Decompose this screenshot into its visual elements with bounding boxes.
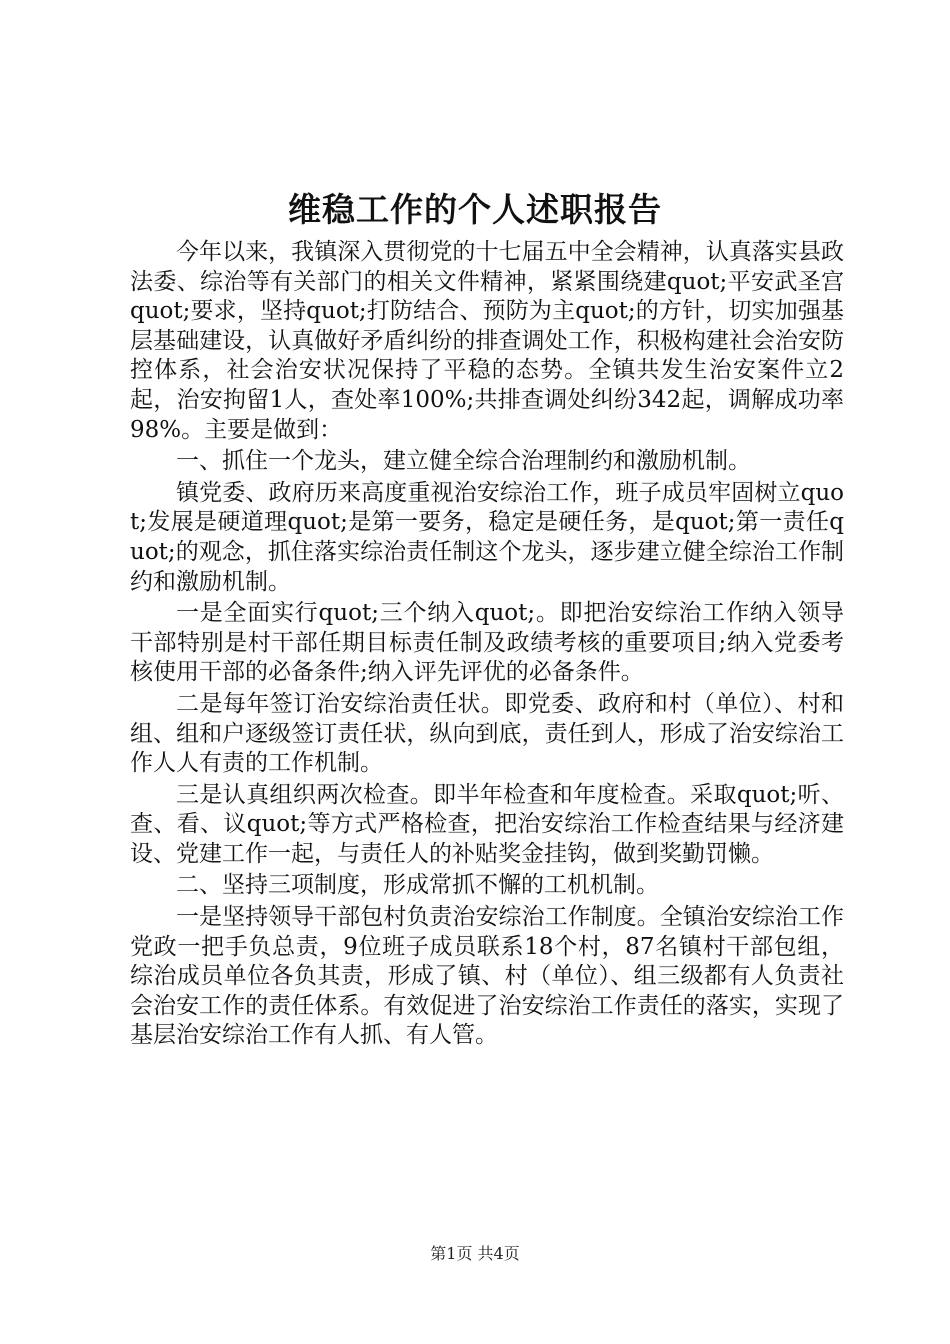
- paragraph-heading-1: 一、抓住一个龙头，建立健全综合治理制约和激励机制。: [176, 448, 751, 475]
- document-title: 维稳工作的个人述职报告: [288, 190, 662, 229]
- paragraph-intro: 今年以来，我镇深入贯彻党的十七届五中全会精神，认真落实县政法委、综治等有关部门的相关文件精神，紧紧围绕建quot;平安武圣宫quot;要求，坚持quot;打防结合、预防为主quot;的方针，切实加强基层基础建设，认真做好矛盾纠纷的排查调处工作，积极构建社会治安防控体系，社会治安状况保持了平稳的态势。全镇共发生治安案件立2起，治安拘留1人，查处率100%;共排查调处纠纷342起，调解成功率98%。主要是做到：: [130, 239, 844, 443]
- page-number: 第1页 共4页: [430, 1244, 520, 1263]
- paragraph-leadership: 镇党委、政府历来高度重视治安综治工作，班子成员牢固树立quot;发展是硬道理quot;是第一要务，稳定是硬任务，是quot;第一责任quot;的观念，抓住落实综治责任制这个龙头，逐步建立健全综治工作制约和激励机制。: [130, 479, 844, 595]
- paragraph-responsibility-letter: 二是每年签订治安综治责任状。即党委、政府和村（单位）、村和组、组和户逐级签订责任状，纵向到底，责任到人，形成了治安综治工作人人有责的工作机制。: [130, 690, 844, 777]
- paragraph-three-inclusions: 一是全面实行quot;三个纳入quot;。即把治安综治工作纳入领导干部特别是村干部任期目标责任制及政绩考核的重要项目;纳入党委考核使用干部的必备条件;纳入评先评优的必备条件。: [130, 600, 844, 686]
- paragraph-two-inspections: 三是认真组织两次检查。即半年检查和年度检查。采取quot;听、查、看、议quot;等方式严格检查，把治安综治工作检查结果与经济建设、党建工作一起，与责任人的补贴奖金挂钩，做到奖勤罚懒。: [130, 781, 844, 867]
- document-body: [130, 238, 844, 1051]
- paragraph-heading-2: 二、坚持三项制度，形成常抓不懈的工机机制。: [176, 872, 659, 899]
- paragraph-village-system: 一是坚持领导干部包村负责治安综治工作制度。全镇治安综治工作党政一把手负总责，9位班子成员联系18个村，87名镇村干部包组，综治成员单位各负其责，形成了镇、村（单位）、组三级都有人负责社会治安工作的责任体系。有效促进了治安综治工作责任的落实，实现了基层治安综治工作有人抓、有人管。: [130, 904, 844, 1049]
